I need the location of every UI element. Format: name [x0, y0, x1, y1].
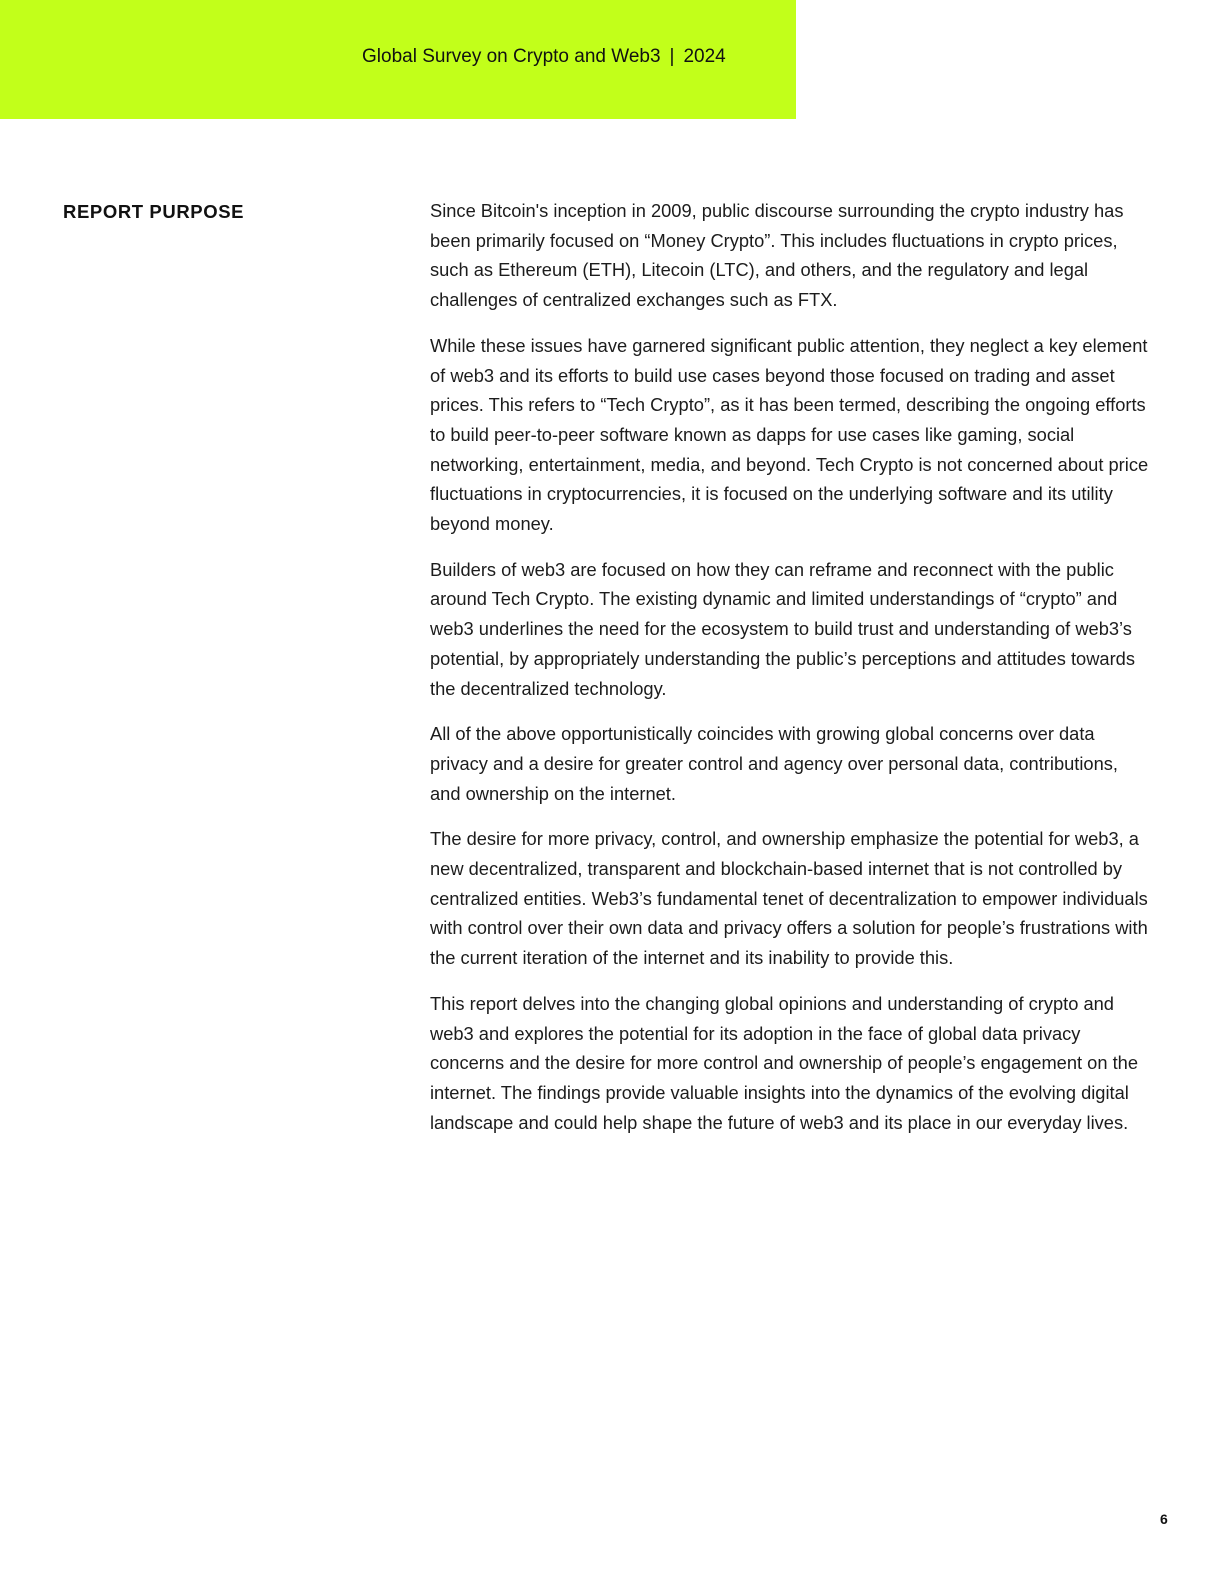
header-separator: |: [669, 46, 675, 67]
report-year: 2024: [683, 46, 726, 67]
report-title: Global Survey on Crypto and Web3: [362, 46, 661, 67]
header-title: [362, 45, 726, 69]
paragraph: Since Bitcoin's inception in 2009, public discourse surrounding the crypto industry has been primarily focused on “Money Crypto”. This includes fluctuations in crypto prices, such as Ethereum (ETH), Litecoin (LTC), and others, and the regulatory and legal challenges of centralized exchanges such as FTX.: [430, 200, 1124, 311]
paragraph: The desire for more privacy, control, and ownership emphasize the potential for web3, a new decentralized, transparent and blockchain-based internet that is not controlled by centralized entities. Web3’s fundamental tenet of decentralization to empower individuals with control over their own data and privacy offers a solution for people’s frustrations with the current iteration of the internet and its inability to provide this.: [430, 828, 1148, 969]
page-number: 6: [1160, 1511, 1168, 1527]
header-band: [0, 0, 796, 119]
body-text: [430, 196, 1152, 1153]
paragraph: All of the above opportunistically coincides with growing global concerns over data privacy and a desire for greater control and agency over personal data, contributions, and ownership on the internet.: [430, 723, 1118, 804]
paragraph: Builders of web3 are focused on how they can reframe and reconnect with the public around Tech Crypto. The existing dynamic and limited understandings of “crypto” and web3 underlines the need for the ecosystem to build trust and understanding of web3’s potential, by appropriately understanding the public’s perceptions and attitudes towards the decentralized technology.: [430, 558, 1135, 699]
paragraph: While these issues have garnered significant public attention, they neglect a key element of web3 and its efforts to build use cases beyond those focused on trading and asset prices. This refers to “Tech Crypto”, as it has been termed, describing the ongoing efforts to build peer-to-peer software known as dapps for use cases like gaming, social networking, entertainment, media, and beyond. Tech Crypto is not concerned about price fluctuations in cryptocurrencies, it is focused on the underlying software and its utility beyond money.: [430, 334, 1149, 535]
section-heading: REPORT PURPOSE: [63, 201, 245, 222]
paragraph: This report delves into the changing global opinions and understanding of crypto and web3 and explores the potential for its adoption in the face of global data privacy concerns and the desire for more control and ownership of people’s engagement on the internet. The findings provide valuable insights into the dynamics of the evolving digital landscape and could help shape the future of web3 and its place in our everyday lives.: [430, 992, 1139, 1133]
